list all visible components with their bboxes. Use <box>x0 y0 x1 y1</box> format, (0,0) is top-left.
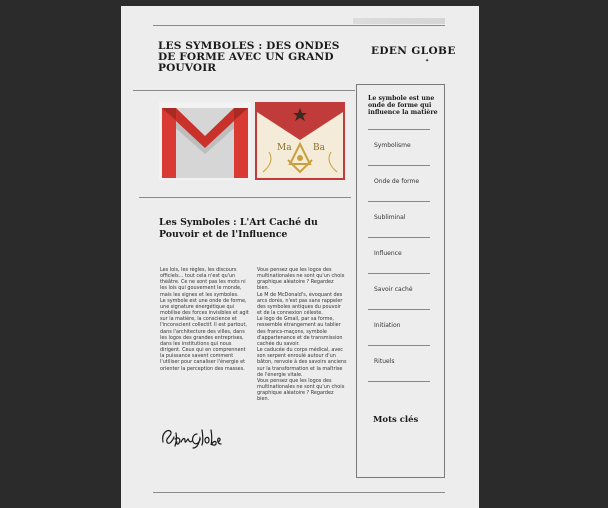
paragraph: Le M de McDonald's, évoquant des arcs dorés, n'est pas sans rappeler des symboles antiques du pouvoir et de la connexion céleste. <box>257 291 343 317</box>
page-title: LES SYMBOLES : DES ONDES DE FORME AVEC UN GRAND POUVOIR <box>158 40 340 74</box>
sidebar-item-symbolisme[interactable]: Symbolisme <box>374 142 411 149</box>
image-divider <box>139 197 351 198</box>
paragraph: Le caducée du corps médical, avec son serpent enroulé autour d'un bâton, renvoie à des savoirs anciens sur la transformation et la maîtrise de l'énergie vitale. <box>257 347 347 378</box>
sidebar-divider <box>368 381 430 382</box>
top-divider <box>153 25 445 26</box>
sidebar-item-rituels[interactable]: Rituels <box>374 358 395 365</box>
sidebar-item-initiation[interactable]: Initiation <box>374 322 401 329</box>
article-subtitle: Les Symboles : L'Art Caché du Pouvoir et de l'Influence <box>159 217 318 240</box>
brand-name[interactable]: EDEN GLOBE <box>371 45 456 57</box>
header-divider <box>133 90 355 91</box>
sidebar-item-savoir-cache[interactable]: Savoir caché <box>374 286 413 293</box>
sidebar-item-subliminal[interactable]: Subliminal <box>374 214 406 221</box>
sidebar-divider <box>368 165 430 166</box>
sidebar-panel <box>356 84 445 478</box>
apron-letter-left: Ma <box>277 143 292 153</box>
sidebar-heading: Le symbole est une onde de forme qui influence la matière <box>368 95 438 116</box>
sidebar-item-influence[interactable]: Influence <box>374 250 402 257</box>
sidebar-divider <box>368 129 430 130</box>
paragraph: Vous pensez que les logos des multinationales ne sont qu'un choix graphique aléatoire ? Regardez bien. <box>257 267 345 292</box>
masonic-apron-image <box>255 102 345 180</box>
sidebar-divider <box>368 345 430 346</box>
sidebar-divider <box>368 273 430 274</box>
sidebar-divider <box>368 309 430 310</box>
paragraph: Les lois, les règles, les discours officiels... tout cela n'est qu'un théâtre. Ce ne sont pas les mots ni les lois qui gouvernent le monde, mais les signes et les symboles. <box>160 267 246 298</box>
paragraph: Le symbole est une onde de forme, une signature énergétique qui mobilise des forces invisibles et agit sur la matière, la conscience et l'inconscient collectif. Il est partout, dans l'architecture des villes, dans les logos des grandes entreprises, dans les institutions qui nous dirigent. Ceux qui en comprennent la puissance savent comment l'utiliser pour canaliser l'énergie et orienter la perception des masses. <box>160 297 249 372</box>
article-column-left <box>160 267 250 372</box>
apron-letter-right: Ba <box>313 143 325 153</box>
top-faded-strip <box>353 18 445 24</box>
paragraph: Le logo de Gmail, par sa forme, ressemble étrangement au tablier des francs-maçons, symbole d'appartenance et de transmission cachée du savoir. <box>257 316 343 347</box>
sidebar-item-onde-de-forme[interactable]: Onde de forme <box>374 178 420 185</box>
author-signature <box>159 424 223 450</box>
sidebar-divider <box>368 201 430 202</box>
paragraph: Vous pensez que les logos des multinationales ne sont qu'un choix graphique aléatoire ? Regardez bien. <box>257 377 345 403</box>
gmail-logo-image <box>159 102 251 180</box>
brand-star-icon: ✦ <box>425 58 430 64</box>
article-column-right <box>257 267 347 402</box>
keywords-title: Mots clés <box>373 415 419 425</box>
article-page <box>121 6 479 508</box>
sidebar-divider <box>368 237 430 238</box>
bottom-divider <box>153 492 445 493</box>
